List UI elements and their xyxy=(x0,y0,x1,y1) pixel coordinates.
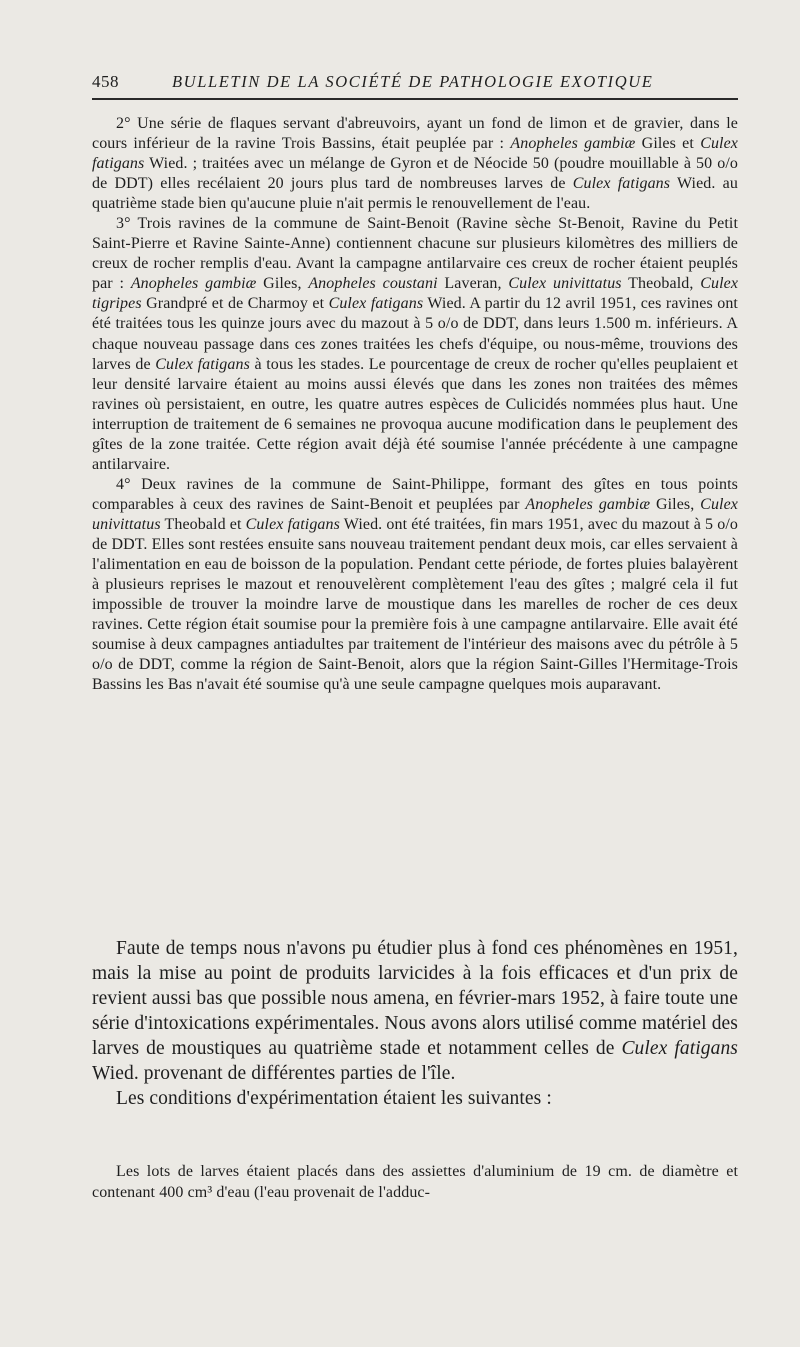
text-run: Les lots de larves étaient placés dans des assiettes d'aluminium de 19 cm. de diamètre et contenant 400 cm³ d'eau (l'eau provenait de l'adduc- xyxy=(92,1163,738,1201)
text-run: Theobald, xyxy=(621,275,701,293)
species-name: Culex fatigans xyxy=(621,1038,738,1059)
species-name: Anopheles gambiæ xyxy=(130,275,257,293)
species-name: Culex tigripes xyxy=(92,275,739,313)
text-run: Wied. ; traitées avec un mélange de Gyron et de Néocide 50 (poudre mouillable à 50 o/o de DDT) elles recélaient 20 jours plus tard de nombreuses larves de xyxy=(92,155,738,193)
text-run: 4° Deux ravines de la commune de Saint-Philippe, formant des gîtes en tous points comparables à ceux des ravines de Saint-Benoit et peuplées par xyxy=(92,475,738,513)
species-name: Anopheles gambiæ xyxy=(510,135,636,153)
page-number: 458 xyxy=(92,72,119,91)
page-header xyxy=(92,70,738,100)
running-title: BULLETIN DE LA SOCIÉTÉ DE PATHOLOGIE EXOTIQUE xyxy=(172,72,654,91)
paragraph xyxy=(92,1162,738,1203)
text-run: Giles et xyxy=(635,135,701,153)
text-run: Giles, xyxy=(256,275,309,293)
text-run: à tous les stades. Le pourcentage de creux de rocher qu'elles peuplaient et leur densité larvaire étaient au moins aussi élevés que dans les zones non traitées des mêmes ravines où persistaient, en outre, les quatre autres espèces de Culicidés nommées plus haut. Une interruption de traitement de 6 semaines ne provoqua aucune modification dans le peuplement des gîtes de la zone traitée. Cette région avait déjà été soumise l'année précédente à une campagne antilarvaire. xyxy=(92,355,738,473)
text-run: Faute de temps nous n'avons pu étudier plus à fond ces phénomènes en 1951, mais la mise au point de produits larvicides à la fois efficaces et d'un prix de revient aussi bas que possible nous amena, en février-mars 1952, à faire toute une série d'intoxications expérimentales. Nous avons alors utilisé comme matériel des larves de moustiques au quatrième stade et notamment celles de xyxy=(92,938,738,1059)
species-name: Culex univittatus xyxy=(92,495,738,533)
paragraph xyxy=(92,1086,738,1111)
paragraph xyxy=(92,936,738,1086)
text-run: Wied. ont été traitées, fin mars 1951, avec du mazout à 5 o/o de DDT. Elles sont restées ensuite sans nouveau traitement pendant deux mois, car elles servaient à l'alimentation en eau de boisson de la population. Pendant cette période, de fortes pluies balayèrent à plusieurs reprises le mazout et renouvelèrent complètement l'eau des gîtes ; malgré cela il fut impossible de trouver la moindre larve de moustique dans les marelles de rocher de ces deux ravines. Cette région était soumise pour la première fois à une campagne antilarvaire. Elle avait été soumise à deux campagnes antiadultes par traitement de l'intérieur des maisons avec du pétrôle à 5 o/o de DDT, comme la région de Saint-Benoit, alors que la région Saint-Gilles l'Hermitage-Trois Bassins les Bas n'avait été soumise qu'à une seule campagne quelques mois auparavant. xyxy=(92,515,739,694)
species-name: Culex fatigans xyxy=(155,355,250,373)
text-run: Laveran, xyxy=(437,275,509,293)
text-run: Wied. A partir du 12 avril 1951, ces ravines ont été traitées tous les quinze jours avec du mazout à 5 o/o de DDT, dans leurs 1.500 m. inférieurs. A chaque nouveau passage dans ces zones traitées les chefs d'équipe, ou nous-même, trouvions des larves de xyxy=(92,295,738,373)
text-run: Les conditions d'expérimentation étaient les suivantes : xyxy=(116,1088,552,1109)
text-run: 3° Trois ravines de la commune de Saint-Benoit (Ravine sèche St-Benoit, Ravine du Petit Saint-Pierre et Ravine Sainte-Anne) contiennent chacune sur plusieurs kilomètres des milliers de creux de rocher remplis d'eau. Avant la campagne antilarvaire ces creux de rocher étaient peuplés par : xyxy=(92,215,738,293)
species-name: Culex fatigans xyxy=(92,135,739,173)
text-run: Giles, xyxy=(650,495,701,513)
paragraph xyxy=(92,475,738,696)
text-run: 2° Une série de flaques servant d'abreuvoirs, ayant un fond de limon et de gravier, dans le cours inférieur de la ravine Trois Bassins, était peuplée par : xyxy=(92,115,738,153)
text-run: Theobald et xyxy=(160,515,246,533)
species-name: Anopheles gambiæ xyxy=(525,495,651,513)
text-run: Wied. au quatrième stade bien qu'aucune pluie n'ait permis le renouvellement de l'eau. xyxy=(92,175,738,213)
paragraph xyxy=(92,214,738,475)
small-print-tail-block xyxy=(92,1162,738,1203)
species-name: Culex fatigans xyxy=(245,515,340,533)
text-run: Wied. provenant de différentes parties de l'île. xyxy=(92,1063,456,1084)
species-name: Culex univittatus xyxy=(508,275,622,293)
species-name: Culex fatigans xyxy=(328,295,424,313)
species-name: Anopheles coustani xyxy=(308,275,438,293)
paragraph xyxy=(92,114,738,214)
body-text-block xyxy=(92,936,738,1111)
text-run: Grandpré et de Charmoy et xyxy=(141,295,329,313)
species-name: Culex fatigans xyxy=(572,175,671,193)
small-print-block xyxy=(92,114,738,695)
